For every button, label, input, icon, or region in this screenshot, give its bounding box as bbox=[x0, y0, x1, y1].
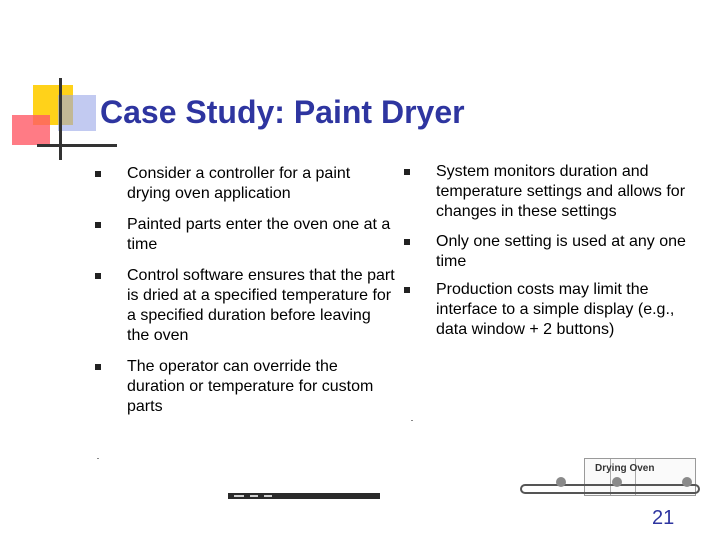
slide-title: Case Study: Paint Dryer bbox=[100, 94, 465, 130]
left-bullet-list bbox=[95, 164, 395, 417]
decorative-red-square bbox=[12, 115, 50, 145]
page-number: 21 bbox=[652, 507, 675, 529]
bullet-text: System monitors duration and temperature settings and allows for changes in these settings bbox=[436, 163, 686, 220]
stray-pixel bbox=[411, 420, 413, 421]
bullet-item bbox=[95, 215, 395, 255]
right-bullet-list bbox=[404, 162, 704, 340]
decorative-horizontal-line bbox=[37, 144, 117, 147]
decorative-blue-square bbox=[58, 95, 96, 131]
bullet-text: Control software ensures that the part is dried at a specified temperature for a specified duration before leaving the oven bbox=[127, 267, 395, 344]
square-bullet-icon bbox=[95, 222, 101, 228]
bullet-text: Painted parts enter the oven one at a time bbox=[127, 216, 391, 253]
bullet-item bbox=[404, 232, 704, 272]
square-bullet-icon bbox=[95, 273, 101, 279]
bullet-text: Production costs may limit the interface to a simple display (e.g., data window + 2 buttons) bbox=[436, 281, 675, 338]
square-bullet-icon bbox=[95, 171, 101, 177]
bullet-item bbox=[95, 357, 395, 417]
roller-icon bbox=[612, 477, 622, 487]
bullet-item bbox=[95, 266, 395, 346]
bullet-text: The operator can override the duration or temperature for custom parts bbox=[127, 358, 374, 415]
conveyor-strip bbox=[228, 493, 380, 499]
drying-oven-diagram bbox=[518, 455, 698, 503]
bullet-item bbox=[404, 280, 704, 340]
roller-icon bbox=[682, 477, 692, 487]
oven-label: Drying Oven bbox=[595, 463, 655, 474]
square-bullet-icon bbox=[404, 239, 410, 245]
square-bullet-icon bbox=[404, 287, 410, 293]
conveyor-marker bbox=[264, 495, 272, 497]
bullet-item bbox=[404, 162, 704, 222]
bullet-text: Only one setting is used at any one time bbox=[436, 233, 686, 270]
decorative-vertical-line bbox=[59, 78, 62, 160]
bullet-item bbox=[95, 164, 395, 204]
bullet-text: Consider a controller for a paint drying oven application bbox=[127, 165, 351, 202]
stray-pixel bbox=[97, 458, 99, 459]
square-bullet-icon bbox=[404, 169, 410, 175]
conveyor-marker bbox=[234, 495, 244, 497]
conveyor-belt bbox=[520, 484, 700, 494]
square-bullet-icon bbox=[95, 364, 101, 370]
roller-icon bbox=[556, 477, 566, 487]
conveyor-marker bbox=[250, 495, 258, 497]
